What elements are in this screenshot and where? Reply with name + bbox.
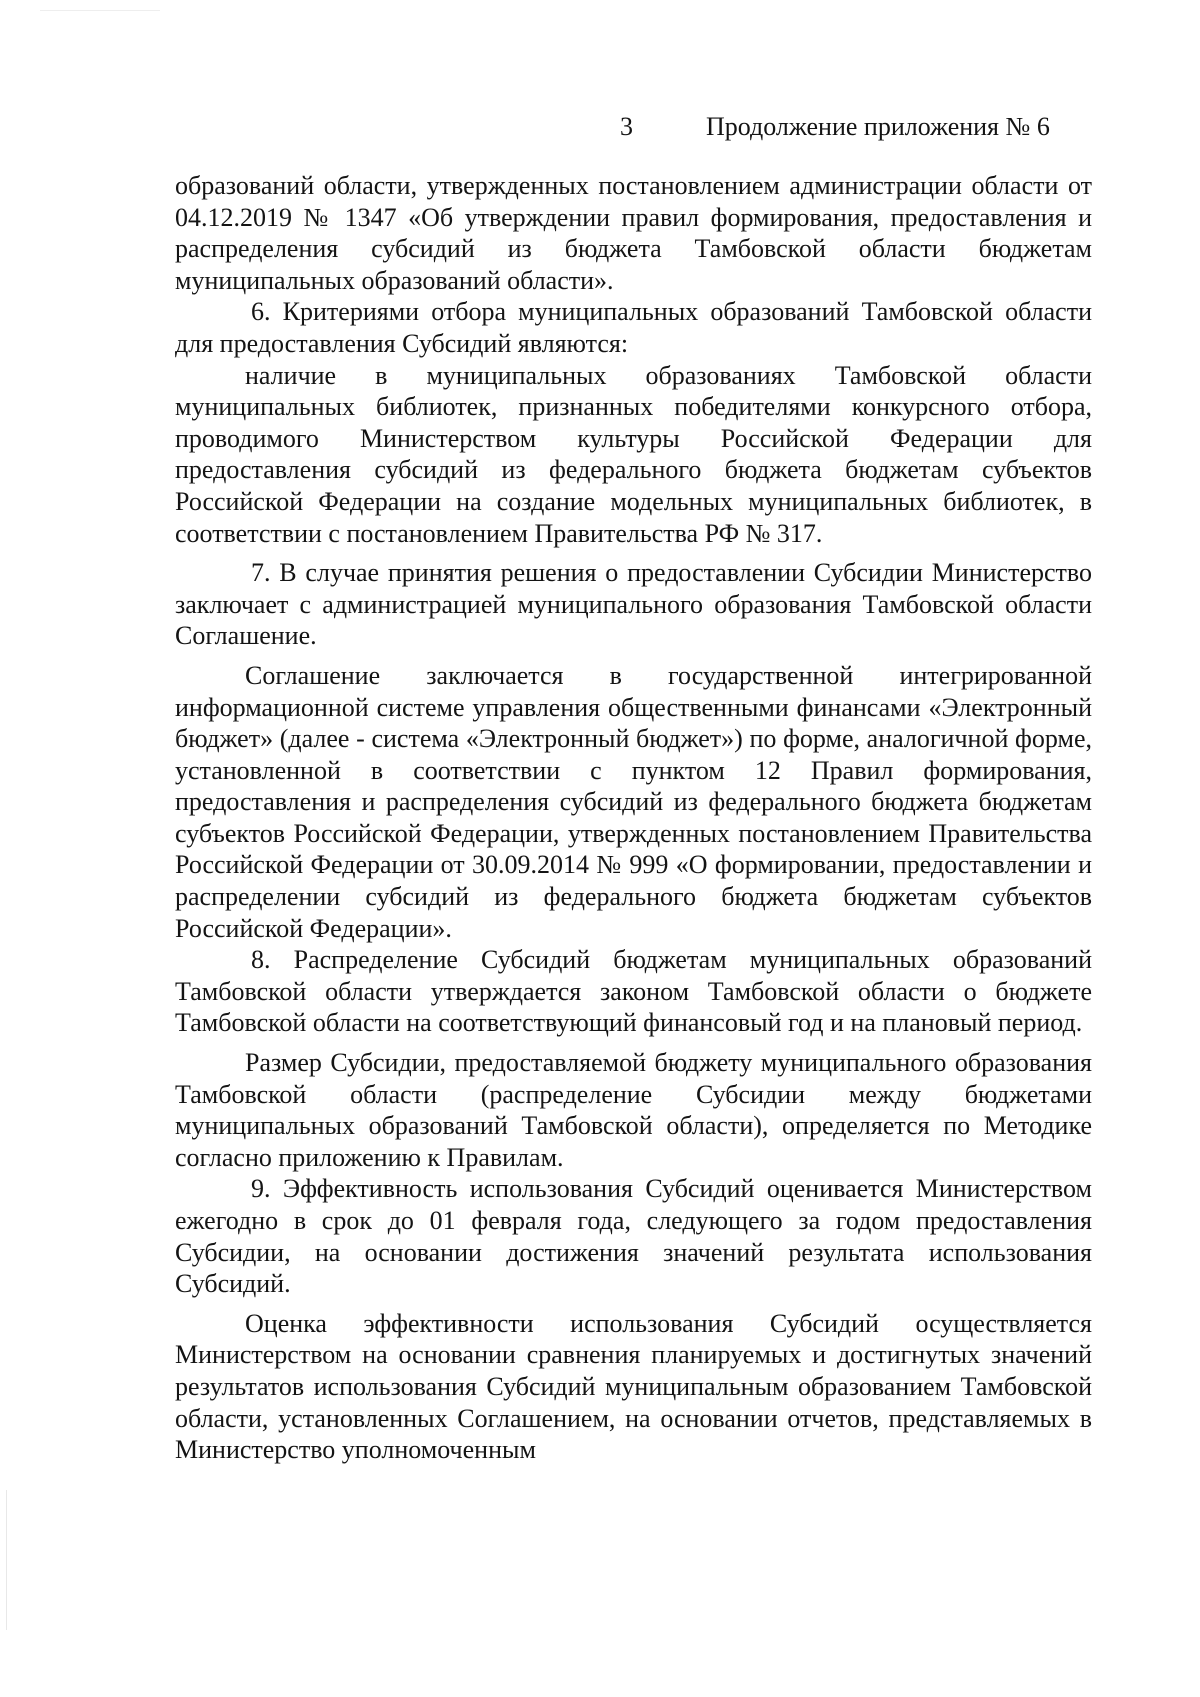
scan-top-mark bbox=[40, 10, 160, 11]
page-header bbox=[0, 112, 1200, 152]
paragraph-item-7: 7. В случае принятия решения о предоставлении Субсидии Министерство заключает с администрацией муниципального образования Тамбовской области Соглашение. bbox=[175, 558, 1092, 651]
page-number: 3 bbox=[620, 112, 633, 141]
appendix-continuation-title: Продолжение приложения № 6 bbox=[706, 112, 1050, 141]
paragraph-agreement: Соглашение заключается в государственной интегрированной информационной системе управления общественными финансами «Электронный бюджет» (далее - система «Электронный бюджет») по форме, аналогичной форме, установленной в соответствии с пунктом 12 Правил формирования, предоставления и распределения субсидий из федерального бюджета бюджетам субъектов Российской Федерации, утвержденных постановлением Правительства Российской Федерации от 30.09.2014 № 999 «О формировании, предоставлении и распределении субсидий из федерального бюджета бюджетам субъектов Российской Федерации». bbox=[175, 660, 1092, 943]
paragraph-continuation: образований области, утвержденных постановлением администрации области от 04.12.2019 № 1347 «Об утверждении правил формирования, предоставления и распределения субсидий из бюджета Тамбовской области бюджетам муниципальных образований области». bbox=[175, 171, 1092, 295]
paragraph-item-8: 8. Распределение Субсидий бюджетам муниципальных образований Тамбовской области утверждается законом Тамбовской области о бюджете Тамбовской области на соответствующий финансовый год и на плановый период. bbox=[175, 945, 1092, 1038]
scan-edge-mark bbox=[6, 1490, 7, 1630]
paragraph-item-6: 6. Критериями отбора муниципальных образований Тамбовской области для предоставления Субсидий являются: bbox=[175, 297, 1092, 358]
paragraph-criteria: наличие в муниципальных образованиях Тамбовской области муниципальных библиотек, признанных победителями конкурсного отбора, проводимого Министерством культуры Российской Федерации для предоставления субсидий из федерального бюджета бюджетам субъектов Российской Федерации на создание модельных муниципальных библиотек, в соответствии с постановлением Правительства РФ № 317. bbox=[175, 360, 1092, 548]
paragraph-item-9: 9. Эффективность использования Субсидий оценивается Министерством ежегодно в срок до 01 февраля года, следующего за годом предоставления Субсидии, на основании достижения значений результата использования Субсидий. bbox=[175, 1174, 1092, 1299]
paragraph-subsidy-size: Размер Субсидии, предоставляемой бюджету муниципального образования Тамбовской области (распределение Субсидии между бюджетами муниципальных образований Тамбовской области), определяется по Методике согласно приложению к Правилам. bbox=[175, 1048, 1092, 1172]
paragraph-efficiency-assessment: Оценка эффективности использования Субсидий осуществляется Министерством на основании сравнения планируемых и достигнутых значений результатов использования Субсидий муниципальным образованием Тамбовской области, установленных Соглашением, на основании отчетов, представляемых в Министерство уполномоченным bbox=[175, 1308, 1092, 1465]
document-body bbox=[175, 170, 1092, 1466]
